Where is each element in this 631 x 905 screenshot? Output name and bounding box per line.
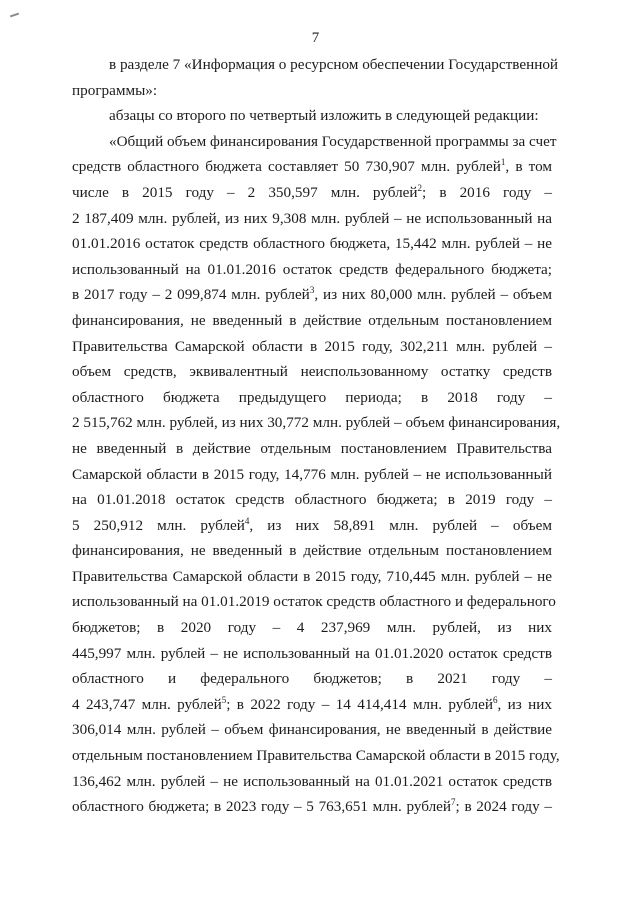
line-text: числе в 2015 году – 2 350,597 млн. рублей xyxy=(72,183,418,201)
text-line xyxy=(72,743,560,769)
line-text: использованный на 01.01.2016 остаток средств федерального бюджета; xyxy=(72,260,552,278)
text-line xyxy=(72,589,556,615)
page-number: 7 xyxy=(311,30,320,46)
scan-mark xyxy=(10,13,19,18)
text-line xyxy=(72,308,552,334)
line-text: абзацы со второго по четвертый изложить в следующей редакции: xyxy=(109,107,539,125)
footnote-marker: 7 xyxy=(451,797,456,808)
line-text: областного бюджета; в 2023 году – 5 763,651 млн. рублей xyxy=(72,798,452,816)
line-text: отдельным постановлением Правительства Самарской области в 2015 году, xyxy=(72,747,560,765)
footnote-marker: 4 xyxy=(244,515,250,526)
text-line xyxy=(72,180,552,206)
line-text: 2 187,409 млн. рублей, из них 9,308 млн. рублей – не использованный на xyxy=(72,209,552,227)
line-text: программы»: xyxy=(72,81,158,99)
line-text: , из них xyxy=(497,695,552,713)
line-text: финансирования, не введенный в действие отдельным постановлением xyxy=(72,542,552,560)
line-text: в 2017 году – 2 099,874 млн. рублей xyxy=(72,286,310,304)
line-text: 306,014 млн. рублей – объем финансирования, не введенный в действие xyxy=(72,721,552,739)
body-text xyxy=(72,52,561,820)
line-text: бюджетов; в 2020 году – 4 237,969 млн. рублей, из них xyxy=(72,619,552,637)
line-text: 01.01.2016 остаток средств областного бюджета, 15,442 млн. рублей – не xyxy=(72,235,552,253)
line-text: ; в 2016 году – xyxy=(422,183,553,201)
line-text: ; в 2022 году – 14 414,414 млн. рублей xyxy=(226,695,493,713)
text-line xyxy=(72,154,552,180)
line-text: ; в 2024 году – xyxy=(455,798,552,816)
line-text: на 01.01.2018 остаток средств областного бюджета; в 2019 году – xyxy=(72,491,552,509)
line-text: Правительства Самарской области в 2015 году, 710,445 млн. рублей – не xyxy=(72,567,552,585)
line-text: не введенный в действие отдельным постановлением Правительства xyxy=(72,439,552,457)
line-text: 4 243,747 млн. рублей xyxy=(72,695,222,713)
text-line xyxy=(72,52,559,78)
line-text: использованный на 01.01.2019 остаток средств областного и федерального xyxy=(72,593,556,611)
text-line xyxy=(72,282,552,308)
text-line xyxy=(72,692,552,718)
text-line xyxy=(72,385,552,411)
footnote-marker: 3 xyxy=(309,285,315,296)
text-line xyxy=(72,103,552,129)
line-text: Правительства Самарской области в 2015 году, 302,211 млн. рублей – xyxy=(72,337,552,355)
text-line xyxy=(72,641,552,667)
text-line xyxy=(72,462,552,488)
line-text: , из них 58,891 млн. рублей – объем xyxy=(249,516,553,534)
footnote-marker: 2 xyxy=(417,182,423,193)
line-text: 445,997 млн. рублей – не использованный на 01.01.2020 остаток средств xyxy=(72,644,552,662)
text-line xyxy=(72,513,552,539)
text-line xyxy=(72,615,552,641)
text-line xyxy=(72,538,552,564)
text-line xyxy=(72,564,552,590)
text-line xyxy=(72,129,557,155)
text-line xyxy=(72,717,552,743)
line-text: областного бюджета предыдущего периода; в 2018 году – xyxy=(72,388,552,406)
text-line xyxy=(72,206,552,232)
text-line xyxy=(72,436,552,462)
text-line xyxy=(72,487,552,513)
text-line xyxy=(72,334,552,360)
line-text: «Общий объем финансирования Государственной программы за счет xyxy=(109,132,557,150)
line-text: финансирования, не введенный в действие отдельным постановлением xyxy=(72,311,552,329)
line-text: Самарской области в 2015 году, 14,776 млн. рублей – не использованный xyxy=(72,465,552,483)
text-line xyxy=(72,231,552,257)
text-line xyxy=(72,794,552,820)
line-text: 5 250,912 млн. рублей xyxy=(72,516,245,534)
text-line xyxy=(72,359,552,385)
text-line xyxy=(72,257,552,283)
footnote-marker: 5 xyxy=(221,694,227,705)
line-text: , из них 80,000 млн. рублей – объем xyxy=(314,286,553,304)
line-text: областного и федерального бюджетов; в 2021 году – xyxy=(72,670,552,688)
text-line xyxy=(72,666,552,692)
text-line xyxy=(72,410,561,436)
text-line xyxy=(72,78,552,104)
line-text: 2 515,762 млн. рублей, из них 30,772 млн. рублей – объем финансирования, xyxy=(72,414,561,432)
line-text: объем средств, эквивалентный неиспользованному остатку средств xyxy=(72,363,552,381)
line-text: средств областного бюджета составляет 50 730,907 млн. рублей xyxy=(72,158,501,176)
footnote-marker: 1 xyxy=(500,157,506,168)
line-text: 136,462 млн. рублей – не использованный на 01.01.2021 остаток средств xyxy=(72,772,552,790)
line-text: , в том xyxy=(505,158,552,176)
text-line xyxy=(72,769,552,795)
line-text: в разделе 7 «Информация о ресурсном обеспечении Государственной xyxy=(109,56,559,73)
footnote-marker: 6 xyxy=(493,694,498,705)
